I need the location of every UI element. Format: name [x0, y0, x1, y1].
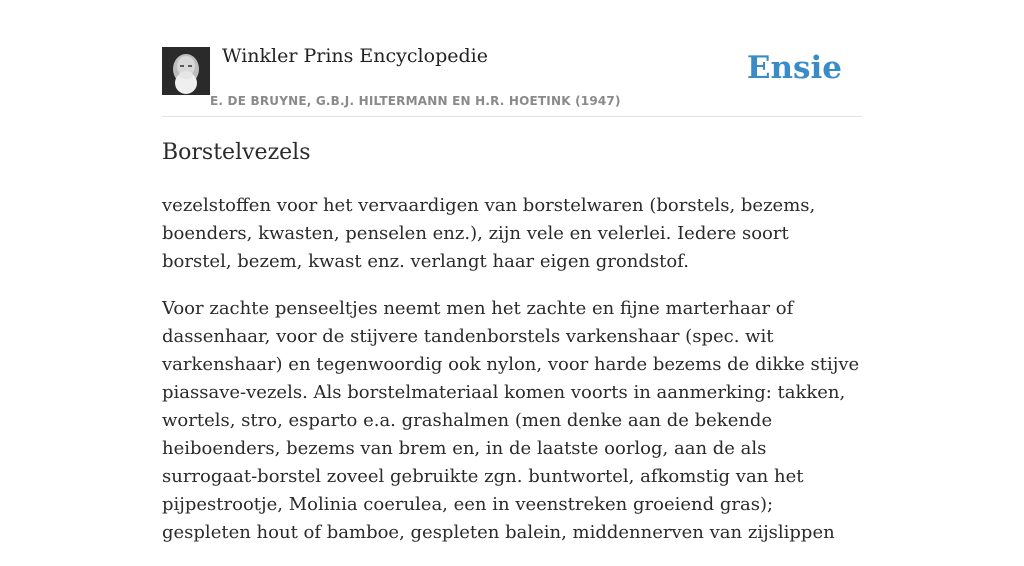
portrait-icon [162, 47, 210, 95]
entry-title: Borstelvezels [162, 140, 311, 165]
content-container [162, 0, 862, 543]
header [162, 0, 862, 117]
entry-paragraph: vezelstoffen voor het vervaardigen van borstelwaren (borstels, bezems, boenders, kwasten, penselen enz.), zijn vele en velerlei. Iedere soort borstel, bezem, kwast enz. verlangt haar eigen grondstof. [162, 195, 816, 272]
author-avatar[interactable] [162, 47, 210, 95]
encyclopedia-title[interactable]: Winkler Prins Encyclopedie [222, 45, 488, 67]
entry-body [162, 192, 862, 566]
entry-paragraph: Voor zachte penseeltjes neemt men het zachte en fijne marterhaar of dassenhaar, voor de stijvere tandenborstels varkenshaar (spec. wit varkenshaar) en tegenwoordig ook nylon, voor harde bezems de dikke stijve piassave-vezels. Als borstelmateriaal komen voorts in aanmerking: takken, wortels, stro, esparto e.a. grashalmen (men denke aan de bekende heiboenders, bezems van brem en, in de laatste oorlog, aan de als surrogaat-borstel zoveel gebruikte zgn. buntwortel, afkomstig van het pijpestrootje, Molinia coerulea, een in veenstreken groeiend gras); gespleten hout of bamboe, gespleten balein, middennerven van zijslippen [162, 298, 860, 543]
authors-line: E. DE BRUYNE, G.B.J. HILTERMANN EN H.R. HOETINK (1947) [210, 94, 621, 108]
ensie-logo-link[interactable]: Ensie [746, 50, 842, 86]
